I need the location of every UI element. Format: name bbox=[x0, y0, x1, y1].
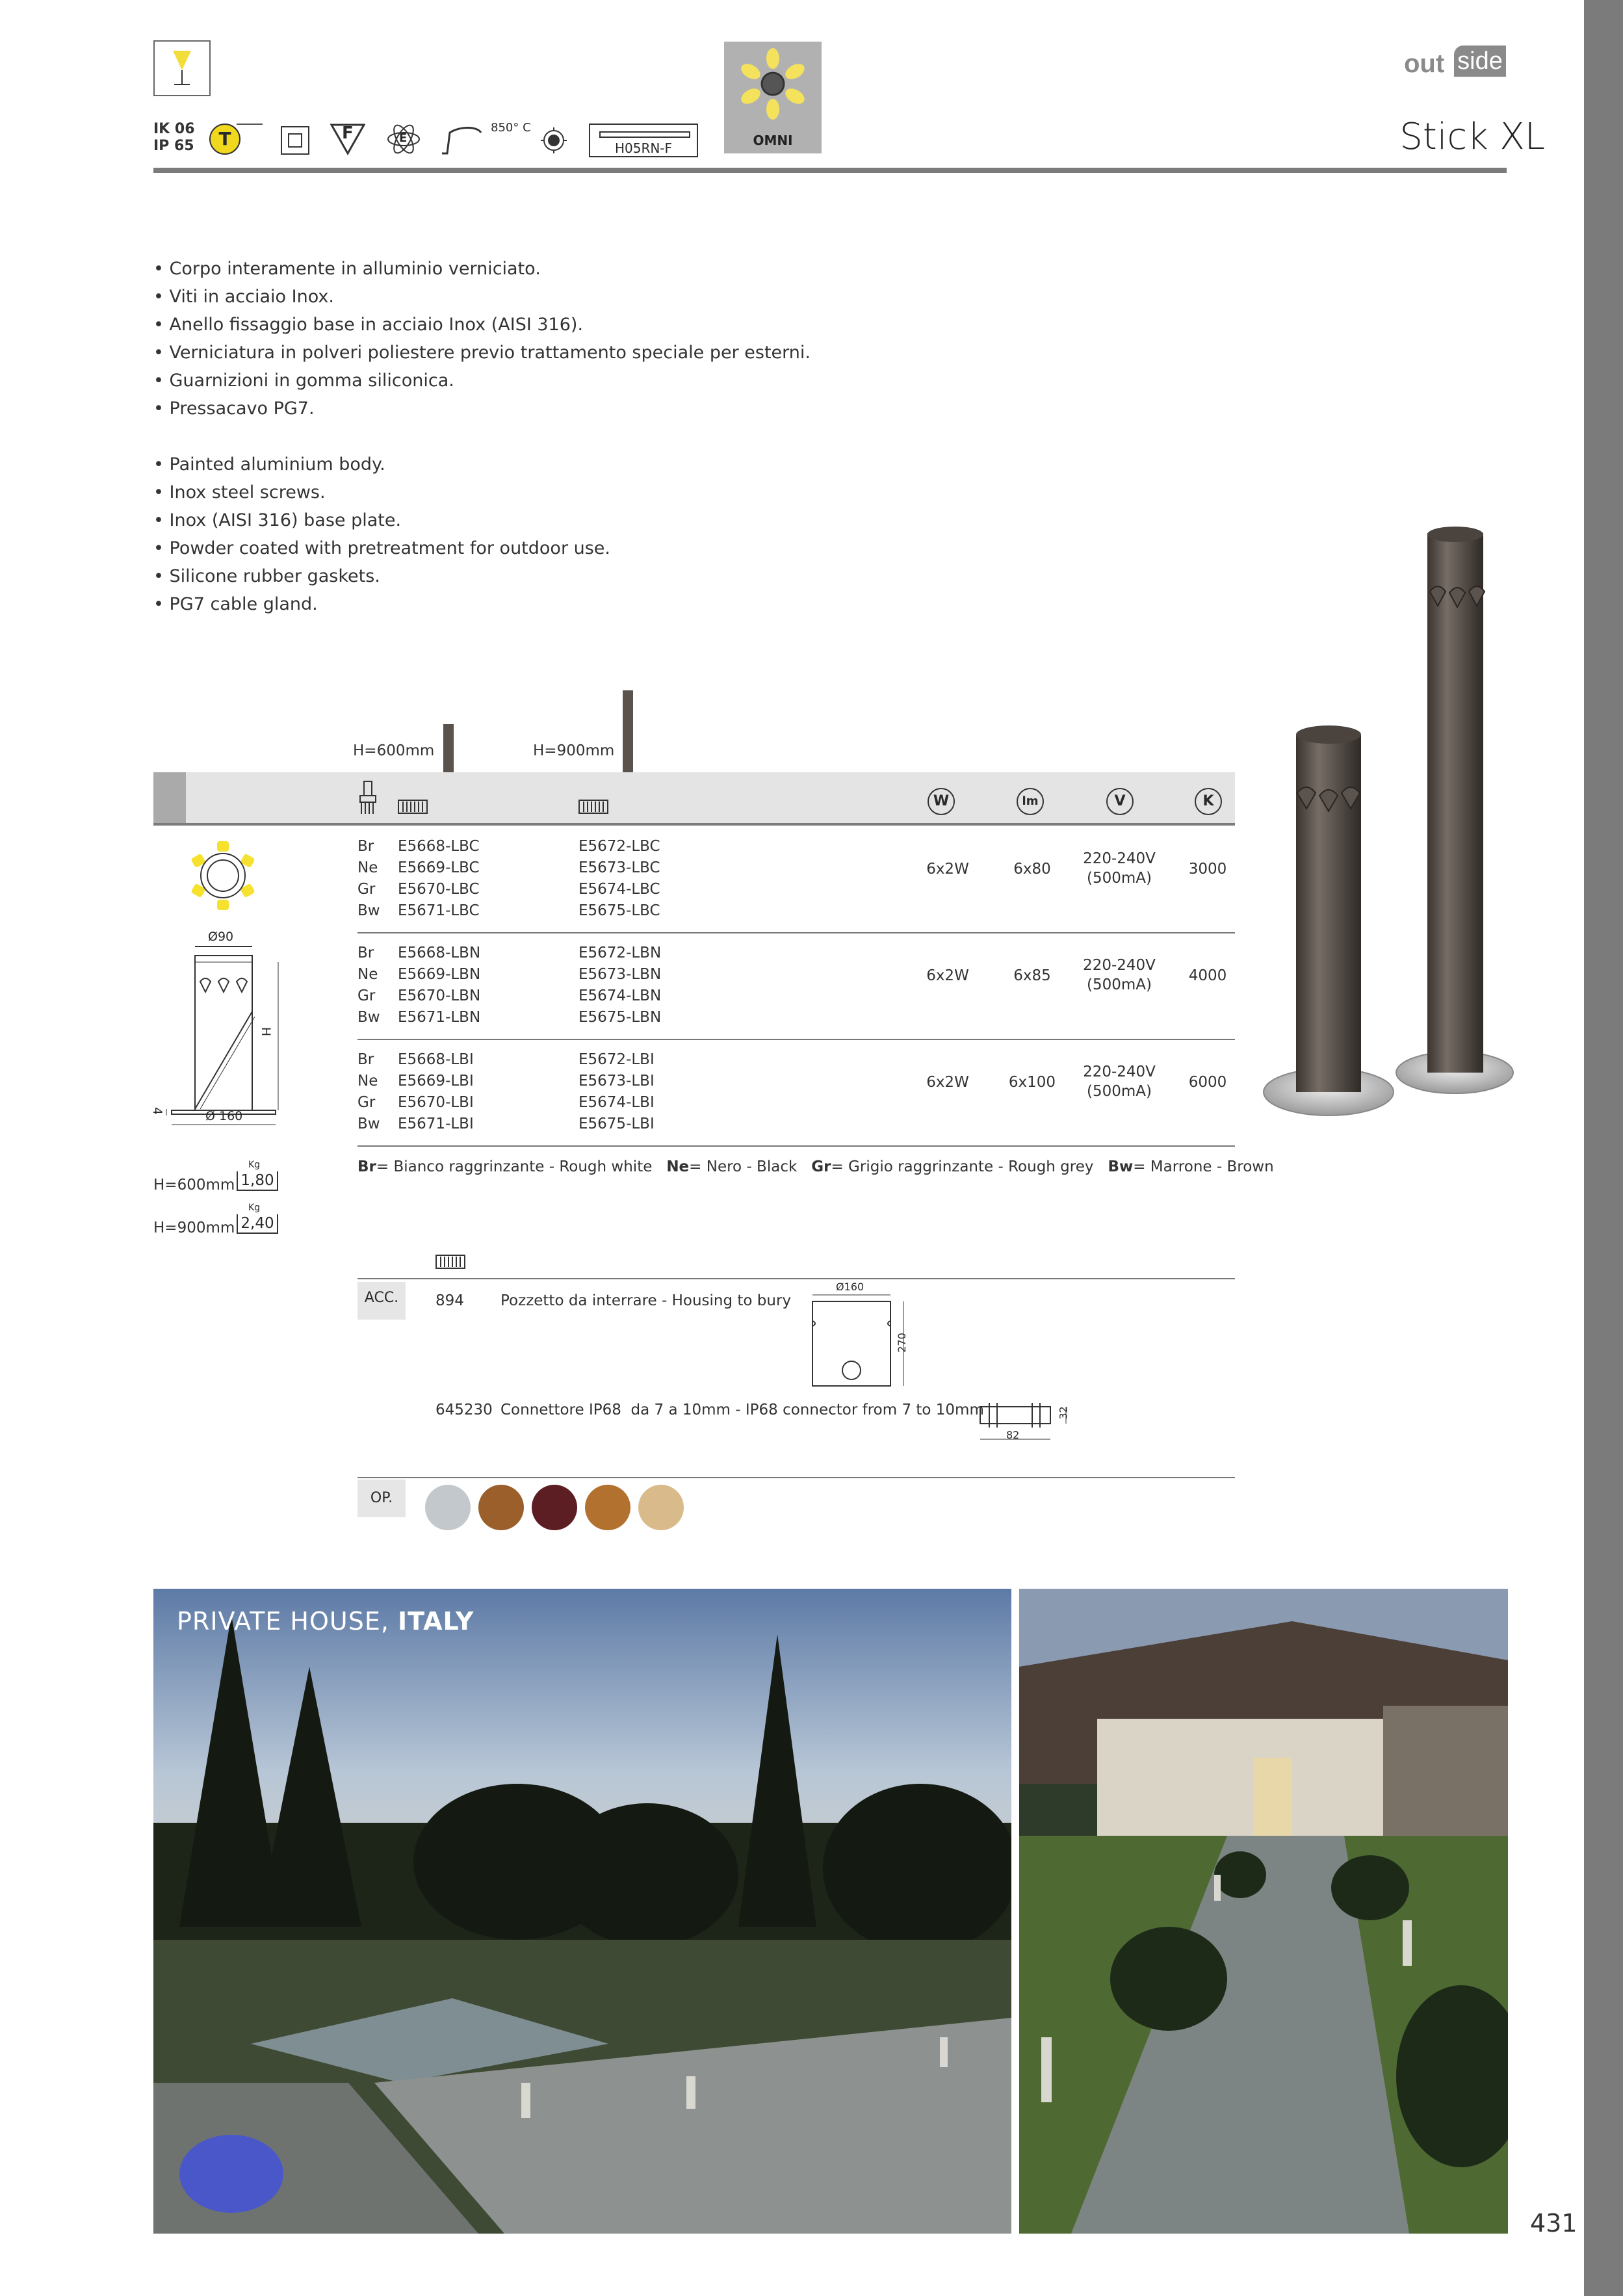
article-code-600: E5668-LBN bbox=[398, 945, 481, 961]
legend-text: = Bianco raggrinzante - Rough white bbox=[376, 1158, 653, 1175]
header-rule bbox=[153, 168, 1507, 173]
kg-unit: Kg bbox=[248, 1160, 261, 1170]
base-height-label: 4 bbox=[150, 1106, 165, 1115]
ip-rating: IP 65 bbox=[153, 138, 194, 154]
ik-ip-rating bbox=[153, 121, 195, 155]
t-class-icon bbox=[209, 124, 240, 155]
table-row-divider bbox=[357, 1039, 1235, 1040]
legend-text: = Nero - Black bbox=[689, 1158, 798, 1175]
feature-en: • Powder coated with pretreatment for outdoor use. bbox=[153, 538, 611, 558]
color-code: Gr bbox=[357, 987, 376, 1004]
connector-drawing bbox=[975, 1398, 1079, 1450]
color-code: Gr bbox=[357, 1094, 376, 1111]
feature-it: • Verniciatura in polveri poliestere previo trattamento speciale per esterni. bbox=[153, 343, 811, 363]
caption-country: ITALY bbox=[398, 1607, 474, 1636]
housing-drawing bbox=[806, 1281, 910, 1391]
legend-key: Gr bbox=[811, 1158, 831, 1175]
kelvin-column-icon bbox=[1195, 788, 1222, 815]
product-title: Stick XL bbox=[1399, 116, 1545, 158]
table-row-divider bbox=[357, 1145, 1235, 1147]
article-code-900: E5675-LBC bbox=[578, 902, 660, 919]
article-code-600: E5671-LBN bbox=[398, 1009, 481, 1026]
line-icon bbox=[237, 124, 263, 125]
lumen-value: 6x85 bbox=[1013, 967, 1051, 984]
omni-light-icon bbox=[724, 42, 822, 153]
article-code-900: E5672-LBN bbox=[578, 945, 662, 961]
finish-swatch bbox=[425, 1485, 471, 1530]
watt-column-icon bbox=[928, 788, 955, 815]
f-badge-label: F bbox=[342, 124, 354, 143]
omni-label: OMNI bbox=[753, 133, 793, 148]
base-diameter-label: Ø 160 bbox=[205, 1109, 243, 1123]
color-code: Br bbox=[357, 1051, 374, 1068]
power-value: 6x2W bbox=[926, 1074, 969, 1091]
lumen-value: 6x80 bbox=[1013, 861, 1051, 878]
barcode-icon bbox=[578, 800, 608, 814]
barcode-icon bbox=[435, 1255, 465, 1269]
dimension-drawing bbox=[150, 930, 283, 1128]
accessory-code: 645230 bbox=[435, 1402, 493, 1418]
legend-key: Bw bbox=[1108, 1158, 1134, 1175]
col-k-label: K bbox=[1202, 793, 1214, 809]
paint-brush-icon bbox=[357, 779, 380, 816]
voltage-range: 220-240V bbox=[1083, 957, 1156, 974]
finish-swatch bbox=[638, 1485, 684, 1530]
article-code-600: E5669-LBI bbox=[398, 1073, 474, 1089]
col-v-label: V bbox=[1114, 793, 1126, 809]
voltage-value bbox=[1079, 849, 1160, 888]
feature-en: • Inox steel screws. bbox=[153, 482, 326, 502]
options-tag: OP. bbox=[357, 1480, 406, 1517]
feature-it: • Pressacavo PG7. bbox=[153, 398, 315, 419]
glow-wire-icon bbox=[441, 122, 493, 156]
feature-en: • Painted aluminium body. bbox=[153, 454, 385, 475]
weight-h900-value: 2,40 bbox=[237, 1214, 278, 1234]
omni-distribution-icon bbox=[186, 839, 260, 913]
weight-h600-label: H=600mm bbox=[153, 1177, 235, 1194]
feature-it: • Anello fissaggio base in acciaio Inox (AISI 316). bbox=[153, 315, 584, 335]
color-code: Bw bbox=[357, 1115, 380, 1132]
article-code-600: E5669-LBN bbox=[398, 966, 481, 983]
weight-h900-badge bbox=[237, 1204, 278, 1236]
feature-it: • Corpo interamente in alluminio verniciato. bbox=[153, 259, 541, 279]
accessory-description: Pozzetto da interrare - Housing to bury bbox=[500, 1292, 792, 1309]
page-number: 431 bbox=[1530, 2209, 1578, 2237]
current-value: (500mA) bbox=[1087, 976, 1152, 993]
article-code-900: E5673-LBC bbox=[578, 859, 660, 876]
article-code-900: E5673-LBN bbox=[578, 966, 662, 983]
class-ii-icon bbox=[281, 126, 309, 155]
voltage-value bbox=[1079, 956, 1160, 995]
current-value: (500mA) bbox=[1087, 870, 1152, 887]
kelvin-value: 6000 bbox=[1188, 1074, 1227, 1091]
table-header-rule bbox=[153, 823, 1235, 826]
finish-swatch bbox=[478, 1485, 524, 1530]
kg-unit: Kg bbox=[248, 1203, 261, 1213]
brand-logo bbox=[1404, 40, 1508, 81]
connector-height: 32 bbox=[1057, 1406, 1070, 1420]
caption-place: PRIVATE HOUSE, bbox=[177, 1607, 398, 1636]
accessory-description: Connettore IP68 da 7 a 10mm - IP68 connector from 7 to 10mm bbox=[500, 1402, 984, 1418]
legend-key: Ne bbox=[666, 1158, 690, 1175]
article-code-900: E5674-LBI bbox=[578, 1094, 655, 1111]
weight-h600-value: 1,80 bbox=[237, 1171, 278, 1191]
article-code-600: E5668-LBI bbox=[398, 1051, 474, 1068]
emc-icon bbox=[385, 122, 422, 156]
current-value: (500mA) bbox=[1087, 1083, 1152, 1100]
article-code-600: E5670-LBC bbox=[398, 881, 480, 898]
color-code: Bw bbox=[357, 1009, 380, 1026]
weight-h600-badge bbox=[237, 1161, 278, 1194]
lumen-column-icon bbox=[1017, 788, 1044, 815]
legend-text: = Grigio raggrinzante - Rough grey bbox=[831, 1158, 1094, 1175]
t-badge-label: T bbox=[218, 128, 231, 150]
article-code-600: E5669-LBC bbox=[398, 859, 480, 876]
power-value: 6x2W bbox=[926, 861, 969, 878]
color-code: Bw bbox=[357, 902, 380, 919]
article-code-600: E5671-LBC bbox=[398, 902, 480, 919]
f-mark-icon bbox=[330, 122, 365, 156]
article-code-600: E5670-LBN bbox=[398, 987, 481, 1004]
table-header-band bbox=[153, 772, 1235, 823]
kelvin-value: 4000 bbox=[1188, 967, 1227, 984]
article-code-600: E5670-LBI bbox=[398, 1094, 474, 1111]
color-code: Ne bbox=[357, 966, 378, 983]
article-code-600: E5671-LBI bbox=[398, 1115, 474, 1132]
features-list bbox=[153, 255, 811, 618]
height-label: H bbox=[259, 1026, 274, 1037]
article-code-900: E5675-LBI bbox=[578, 1115, 655, 1132]
col-lm-label: lm bbox=[1022, 794, 1039, 808]
right-sidebar-bar bbox=[1584, 0, 1623, 2296]
legend-text: = Marrone - Brown bbox=[1133, 1158, 1274, 1175]
feature-en: • Silicone rubber gaskets. bbox=[153, 566, 380, 586]
product-render-image bbox=[1254, 520, 1540, 1157]
article-code-900: E5672-LBI bbox=[578, 1051, 655, 1068]
housing-height: 270 bbox=[895, 1333, 908, 1353]
article-code-900: E5672-LBC bbox=[578, 838, 660, 855]
article-code-900: E5674-LBN bbox=[578, 987, 662, 1004]
garden-photo bbox=[153, 1589, 1011, 2234]
kelvin-value: 3000 bbox=[1188, 861, 1227, 878]
accessories-rule bbox=[357, 1278, 1235, 1279]
h900-column-label: H=900mm bbox=[533, 742, 615, 759]
connector-length: 82 bbox=[1006, 1429, 1020, 1441]
table-row-divider bbox=[357, 932, 1235, 933]
housing-diameter: Ø160 bbox=[836, 1281, 864, 1293]
article-code-900: E5675-LBN bbox=[578, 1009, 662, 1026]
logo-out: out bbox=[1404, 49, 1445, 78]
col-w-label: W bbox=[933, 793, 950, 809]
color-code: Ne bbox=[357, 859, 378, 876]
logo-side: side bbox=[1454, 46, 1506, 77]
cable-label: H05RN-F bbox=[614, 140, 673, 156]
color-code: Br bbox=[357, 945, 374, 961]
article-code-600: E5668-LBC bbox=[398, 838, 480, 855]
finish-swatch bbox=[532, 1485, 577, 1530]
color-code: Gr bbox=[357, 881, 376, 898]
power-value: 6x2W bbox=[926, 967, 969, 984]
top-diameter-label: Ø90 bbox=[208, 930, 234, 944]
color-code: Ne bbox=[357, 1073, 378, 1089]
feature-it: • Guarnizioni in gomma siliconica. bbox=[153, 371, 454, 391]
feature-en: • Inox (AISI 316) base plate. bbox=[153, 510, 402, 530]
accessories-tag: ACC. bbox=[357, 1282, 406, 1320]
legend-key: Br bbox=[357, 1158, 376, 1175]
lamp-type-icon bbox=[153, 40, 211, 96]
e-badge-label: E bbox=[399, 131, 408, 145]
volt-column-icon bbox=[1106, 788, 1134, 815]
accessory-code: 894 bbox=[435, 1292, 464, 1309]
feature-en: • PG7 cable gland. bbox=[153, 594, 318, 614]
color-code: Br bbox=[357, 838, 374, 855]
voltage-range: 220-240V bbox=[1083, 850, 1156, 867]
color-legend bbox=[357, 1158, 1274, 1175]
options-rule bbox=[357, 1477, 1235, 1478]
weight-h900-label: H=900mm bbox=[153, 1220, 235, 1236]
photo-caption bbox=[177, 1607, 474, 1636]
cable-icon bbox=[589, 124, 698, 157]
glow-wire-temp: 850° C bbox=[491, 121, 531, 135]
article-code-900: E5673-LBI bbox=[578, 1073, 655, 1089]
house-path-photo bbox=[1019, 1589, 1508, 2234]
feature-it: • Viti in acciaio Inox. bbox=[153, 287, 334, 307]
lumen-value: 6x100 bbox=[1008, 1074, 1056, 1091]
article-code-900: E5674-LBC bbox=[578, 881, 660, 898]
table-header-accent bbox=[153, 772, 186, 823]
voltage-value bbox=[1079, 1062, 1160, 1101]
barcode-icon bbox=[398, 800, 428, 814]
voltage-range: 220-240V bbox=[1083, 1063, 1156, 1080]
h600-column-label: H=600mm bbox=[353, 742, 435, 759]
ik-rating: IK 06 bbox=[153, 121, 195, 137]
finish-swatch bbox=[585, 1485, 630, 1530]
impact-icon bbox=[539, 126, 568, 155]
